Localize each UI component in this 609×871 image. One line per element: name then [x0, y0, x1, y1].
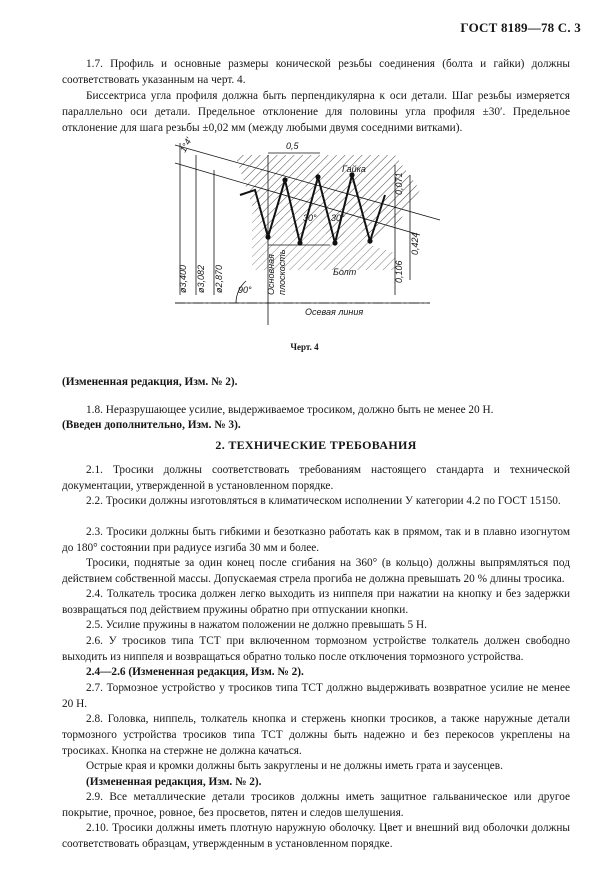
paragraph-2-3-cont: Тросики, поднятые за один конец после сгибания на 360° (в кольцо) должны выпрямляться под действием собственной массы. Допускаемая стрела прогиба не должна превышать 20 % длины тросика.: [62, 557, 570, 585]
paragraph-2-4: 2.4. Толкатель тросика должен легко выходить из ниппеля при нажатии на кнопку и без задержки возвращаться под действием пружины обратно при отпускании кнопки.: [62, 588, 570, 616]
document-header: ГОСТ 8189—78 С. 3: [460, 20, 581, 35]
dim-0071-label: 0,071: [394, 172, 404, 195]
paragraph-2-9: 2.9. Все металлические детали тросиков должны иметь защитное гальваническое или другое покрытие, прочное, ровное, без просветов, пятен и следов шелушения.: [62, 791, 570, 819]
section-title: 2. ТЕХНИЧЕСКИЕ ТРЕБОВАНИЯ: [215, 438, 417, 452]
paragraph-2-5: 2.5. Усилие пружины в нажатом положении не должно превышать 5 Н.: [86, 619, 427, 631]
paragraph-bisector: Биссектриса угла профиля должна быть перпендикулярна к оси детали. Шаг резьбы измеряется параллельно оси детали. Предельное отклонение для половины угла профиля ±30′. Предельное отклонение для шага резьбы ±0,02 мм (между любыми двумя соседними витками).: [62, 90, 570, 134]
main-plane-label-1: Основная: [266, 254, 276, 295]
paragraph-2-6: 2.6. У тросиков типа ТСТ при включенном тормозном устройстве толкатель должен свободно выходить из ниппеля и возвращаться обратно только после отключения тормозного устройства.: [62, 635, 570, 663]
amendment-note-2: (Введен дополнительно, Изм. № 3).: [62, 419, 241, 431]
thread-profile-drawing: [0, 135, 609, 335]
angle-right-label: 30°: [331, 213, 345, 223]
paragraph-2-7: 2.7. Тормозное устройство у тросиков типа ТСТ должно выдерживать возвратное усилие не менее 20 Н.: [62, 682, 570, 710]
paragraph-1-8: 1.8. Неразрушающее усилие, выдерживаемое тросиком, должно быть не менее 20 Н.: [86, 404, 494, 416]
diameter-3400-label: ø3,400: [178, 264, 188, 293]
paragraph-2-10: 2.10. Тросики должны иметь плотную наружную оболочку. Цвет и внешний вид оболочки должны соответствовать образцам, утвержденным в установленном порядке.: [62, 822, 570, 850]
paragraph-2-3: 2.3. Тросики должны быть гибкими и безотказно работать как в прямом, так и в плавно изогнутом до 180° состоянии при радиусе изгиба 30 мм и более.: [62, 526, 570, 554]
bolt-label: Болт: [333, 267, 357, 277]
paragraph-1-7: 1.7. Профиль и основные размеры конической резьбы соединения (болта и гайки) должны соответствовать указанным на черт. 4.: [62, 58, 570, 86]
paragraph-2-8-cont: Острые края и кромки должны быть закруглены и не должны иметь грата и заусенцев.: [86, 760, 503, 772]
amendment-note-3: 2.4—2.6 (Измененная редакция, Изм. № 2).: [86, 666, 304, 678]
right-angle-label: 90°: [238, 285, 252, 295]
nut-label: Гайка: [342, 164, 366, 174]
figure-caption: Черт. 4: [290, 342, 319, 352]
diameter-2870-label: ø2,870: [214, 264, 224, 293]
paragraph-2-1: 2.1. Тросики должны соответствовать требованиям настоящего стандарта и технической документации, утвержденной в установленном порядке.: [62, 464, 570, 492]
diameter-3082-label: ø3,082: [196, 264, 206, 293]
paragraph-2-8: 2.8. Головка, ниппель, толкатель кнопка и стержень кнопки тросиков, а также наружные детали тормозного устройства тросиков типа ТСТ должны быть надежно и без перекосов укреплены на тросиках. Кнопка на стержне не должна качаться.: [62, 713, 570, 757]
amendment-note-1: (Измененная редакция, Изм. № 2).: [62, 376, 238, 388]
dim-0424-label: 0,424: [410, 232, 420, 255]
angle-left-label: 30°: [303, 213, 317, 223]
dim-0106-label: 0,106: [394, 260, 404, 283]
angle-top-label: 1°4′: [177, 135, 194, 154]
pitch-label: 0,5: [286, 141, 299, 151]
amendment-note-4: (Измененная редакция, Изм. № 2).: [86, 776, 262, 788]
paragraph-2-2: 2.2. Тросики должны изготовляться в климатическом исполнении У категории 4.2 по ГОСТ 15150.: [86, 495, 561, 507]
main-plane-label-2: плоскость: [277, 249, 287, 295]
axis-label: Осевая линия: [305, 307, 364, 317]
